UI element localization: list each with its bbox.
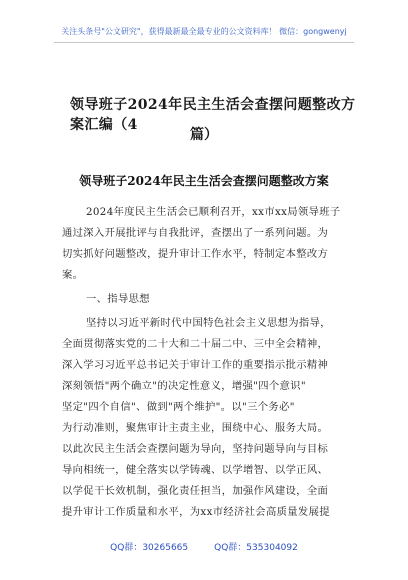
paragraph-line: 全面贯彻落实党的二十大和二十届二中、三中全会精神， [62, 338, 329, 350]
paragraph-line: 切实抓好问题整改，提升审计工作水平，特制定本整改方 [62, 248, 329, 260]
footer-qq-group-2: QQ群：535304092 [214, 543, 298, 553]
paragraph-line: 为行动准则，聚焦审计主责主业，围绕中心、服务大局。 [62, 422, 329, 434]
paragraph-line: 坚持以习近平新时代中国特色社会主义思想为指导， [86, 317, 331, 329]
section-title: 领导班子2024年民主生活会查摆问题整改方案 [79, 174, 329, 188]
paragraph-line: 深刻领悟"两个确立"的决定性意义，增强"四个意识" [62, 380, 306, 392]
header-divider [54, 42, 354, 43]
subheading-guiding-ideology: 一、指导思想 [86, 293, 150, 305]
footer-contact [0, 540, 408, 553]
paragraph-line: 案。 [62, 269, 84, 281]
paragraph-line: 提升审计工作质量和水平，为xx市经济社会高质量发展提 [62, 506, 330, 518]
footer-qq-group-1: QQ群：30265665 [110, 543, 189, 553]
paragraph-line: 深入学习习近平总书记关于审计工作的重要指示批示精神 [62, 359, 329, 371]
paragraph-line: 导向相统一，健全落实以学铸魂、以学增智、以学正风、 [62, 464, 329, 476]
paragraph-line: 以学促干长效机制，强化责任担当，加强作风建设，全面 [62, 485, 329, 497]
header-banner: 关注头条号"公文研究"，获得最新最全最专业的公文资料库！ 微信：gongwenyj [61, 27, 347, 36]
document-title: 领导班子2024年民主生活会查摆问题整改方案汇编（4 [70, 97, 356, 133]
document-title-continuation: 篇） [190, 127, 218, 143]
paragraph-line: 通过深入开展批评与自我批评，查摆出了一系列问题。为 [62, 227, 329, 239]
paragraph-line: 坚定"四个自信"、做到"两个维护"。以"三个务必" [62, 401, 295, 413]
paragraph-line: 以此次民主生活会查摆问题为导向，坚持问题导向与目标 [62, 443, 329, 455]
paragraph-line: 2024年度民主生活会已顺利召开，xx市xx局领导班子 [86, 206, 341, 218]
